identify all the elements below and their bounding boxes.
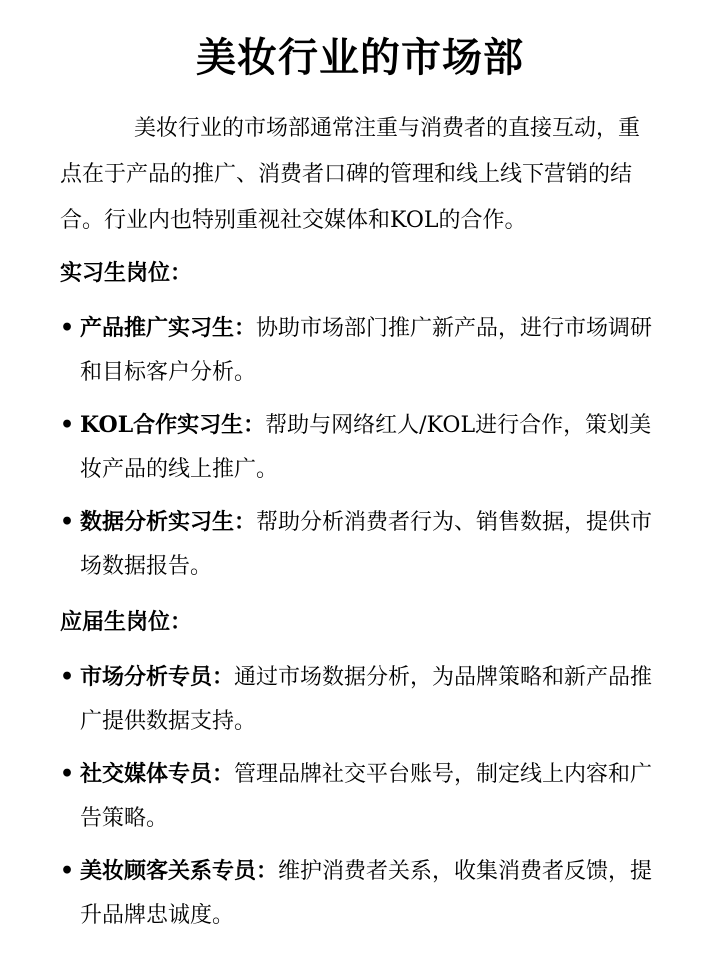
list-item [60,752,660,841]
list-item [60,403,660,492]
section-graduates [60,599,660,938]
position-description: 维护消费者关系，收集消费者反馈，提升品牌忠诚度。 [80,859,653,928]
bullet-icon: • [60,761,75,787]
intro-paragraph: 美妆行业的市场部通常注重与消费者的直接互动，重点在于产品的推广、消费者口碑的管理和线上线下营销的结合。行业内也特别重视社交媒体和KOL的合作。 [60,116,641,233]
bullet-icon: • [60,858,75,884]
section-interns [60,250,660,589]
list-item [60,306,660,395]
page-title: 美妆行业的市场部 [196,34,524,81]
position-description: 通过市场数据分析，为品牌策略和新产品推广提供数据支持。 [80,665,653,734]
bullet-icon: • [60,664,75,690]
position-name: KOL合作实习生： [80,412,266,438]
position-name: 产品推广实习生： [80,315,257,341]
list-item [60,500,660,589]
position-name: 市场分析专员： [80,664,235,690]
list-item [60,655,660,744]
intern-position-list [60,306,660,589]
graduate-position-list [60,655,660,938]
section-heading: 实习生岗位： [60,260,193,286]
position-name: 数据分析实习生： [80,509,257,535]
list-item [60,849,660,938]
bullet-icon: • [60,509,75,535]
position-name: 美妆顾客关系专员： [80,858,279,884]
position-description: 协助市场部门推广新产品，进行市场调研和目标客户分析。 [80,316,653,385]
section-heading: 应届生岗位： [60,609,193,635]
position-name: 社交媒体专员： [80,761,235,787]
bullet-icon: • [60,412,75,438]
position-description: 帮助分析消费者行为、销售数据，提供市场数据报告。 [80,510,653,579]
position-description: 管理品牌社交平台账号，制定线上内容和广告策略。 [80,762,653,831]
bullet-icon: • [60,315,75,341]
position-description: 帮助与网络红人/KOL进行合作，策划美妆产品的线上推广。 [80,413,652,482]
